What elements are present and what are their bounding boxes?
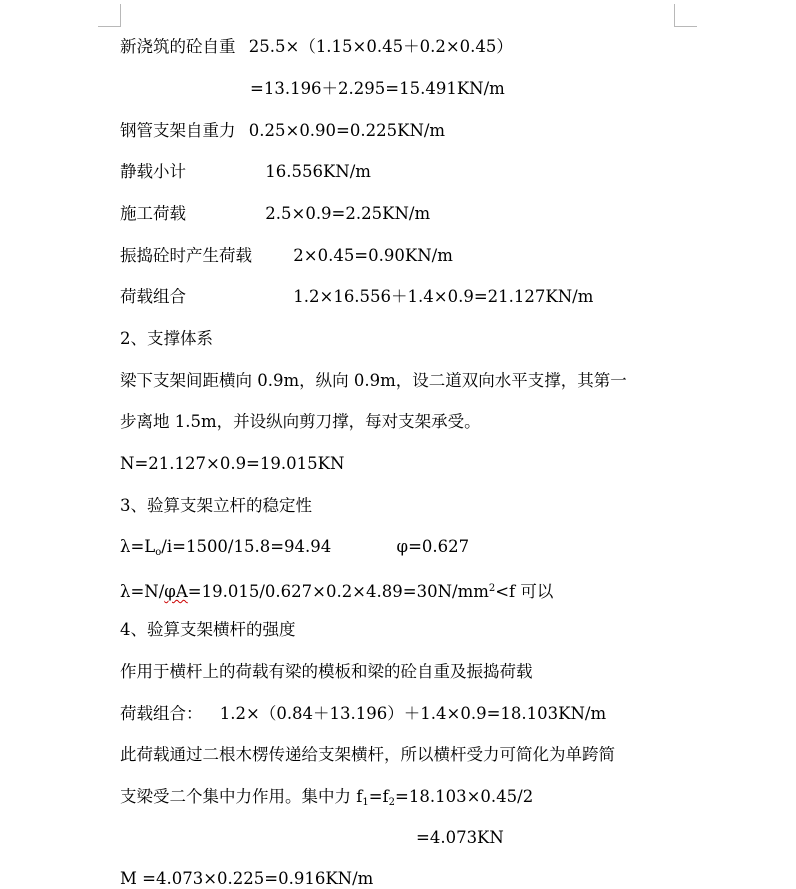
line-value: 16.556KN/m — [265, 162, 371, 181]
paragraph-text: 步离地 1.5m，并设纵向剪刀撑，每对支架承受。 — [120, 412, 481, 431]
line-label: 静载小计 — [120, 162, 186, 181]
formula-part: 支梁受二个集中力作用。集中力 f — [120, 787, 363, 806]
line-vibration-load — [120, 246, 453, 266]
formula-text: N=21.127×0.9=19.015KN — [120, 454, 345, 473]
line-label: 施工荷载 — [120, 204, 186, 223]
formula-text: =4.073KN — [416, 828, 504, 847]
page-corner-mark-top-right — [674, 4, 697, 27]
paragraph-text: 此荷载通过二根木楞传递给支架横杆，所以横杆受力可简化为单跨简 — [120, 745, 615, 764]
line-value: =13.196＋2.295=15.491KN/m — [250, 79, 505, 98]
line-steel-pipe-weight — [120, 121, 445, 141]
heading-text: 2、支撑体系 — [120, 329, 213, 348]
formula-part: λ=L — [120, 537, 156, 556]
line-label: 荷载组合： — [120, 704, 203, 723]
line-label: 荷载组合 — [120, 287, 186, 306]
paragraph-load-transfer-line2 — [120, 787, 533, 813]
formula-text: M =4.073×0.225=0.916KN/m — [120, 869, 374, 888]
line-value: 2.5×0.9=2.25KN/m — [265, 204, 431, 223]
paragraph-support-spacing-line1 — [120, 371, 627, 391]
page-corner-mark-top-left — [98, 4, 121, 27]
formula-concentrated-force-result — [416, 828, 504, 848]
formula-slenderness-ratio — [120, 537, 469, 563]
line-label: 振捣砼时产生荷载 — [120, 246, 252, 265]
line-value: 0.25×0.90=0.225KN/m — [248, 121, 446, 140]
formula-subscript: 2 — [388, 797, 396, 808]
formula-part: =f — [368, 787, 389, 806]
line-value: 2×0.45=0.90KN/m — [293, 246, 453, 265]
line-load-combination — [120, 287, 593, 307]
line-label: 钢管支架自重力 — [120, 121, 236, 140]
section-heading-support-system — [120, 329, 213, 349]
formula-part: λ=N/ — [120, 582, 165, 601]
line-construction-load — [120, 204, 430, 224]
formula-axial-force — [120, 454, 344, 474]
line-concrete-self-weight — [120, 37, 513, 57]
paragraph-crossbar-loads — [120, 662, 533, 682]
formula-part: =19.015/0.627×0.2×4.89=30N/mm — [187, 582, 489, 601]
formula-subscript: o — [155, 547, 162, 558]
paragraph-text: 作用于横杆上的荷载有梁的模板和梁的砼自重及振捣荷载 — [120, 662, 533, 681]
section-heading-crossbar-strength — [120, 620, 296, 640]
formula-part: <f 可以 — [495, 582, 554, 601]
heading-text: 4、验算支架横杆的强度 — [120, 620, 296, 639]
line-value: 1.2×16.556＋1.4×0.9=21.127KN/m — [293, 287, 594, 306]
spellcheck-underlined-text: φA — [164, 582, 188, 601]
paragraph-load-transfer-line1 — [120, 745, 615, 765]
formula-moment-partial — [120, 869, 373, 889]
formula-stress-check — [120, 579, 553, 602]
paragraph-support-spacing-line2 — [120, 412, 481, 432]
line-crossbar-load-combination — [120, 704, 606, 724]
formula-part: /i=1500/15.8=94.94 — [161, 537, 332, 556]
formula-phi: φ=0.627 — [396, 537, 470, 556]
heading-text: 3、验算支架立杆的稳定性 — [120, 496, 312, 515]
line-label: 新浇筑的砼自重 — [120, 37, 236, 56]
section-heading-stability-check — [120, 496, 312, 516]
line-value: 25.5×（1.15×0.45＋0.2×0.45） — [248, 37, 513, 56]
formula-part: =18.103×0.45/2 — [395, 787, 534, 806]
line-concrete-self-weight-result — [250, 79, 505, 99]
formula-superscript: 2 — [488, 583, 496, 594]
paragraph-text: 梁下支架间距横向 0.9m，纵向 0.9m，设二道双向水平支撑，其第一 — [120, 371, 627, 390]
line-static-load-subtotal — [120, 162, 371, 182]
formula-subscript: 1 — [362, 797, 369, 808]
line-value: 1.2×（0.84＋13.196）＋1.4×0.9=18.103KN/m — [219, 704, 607, 723]
